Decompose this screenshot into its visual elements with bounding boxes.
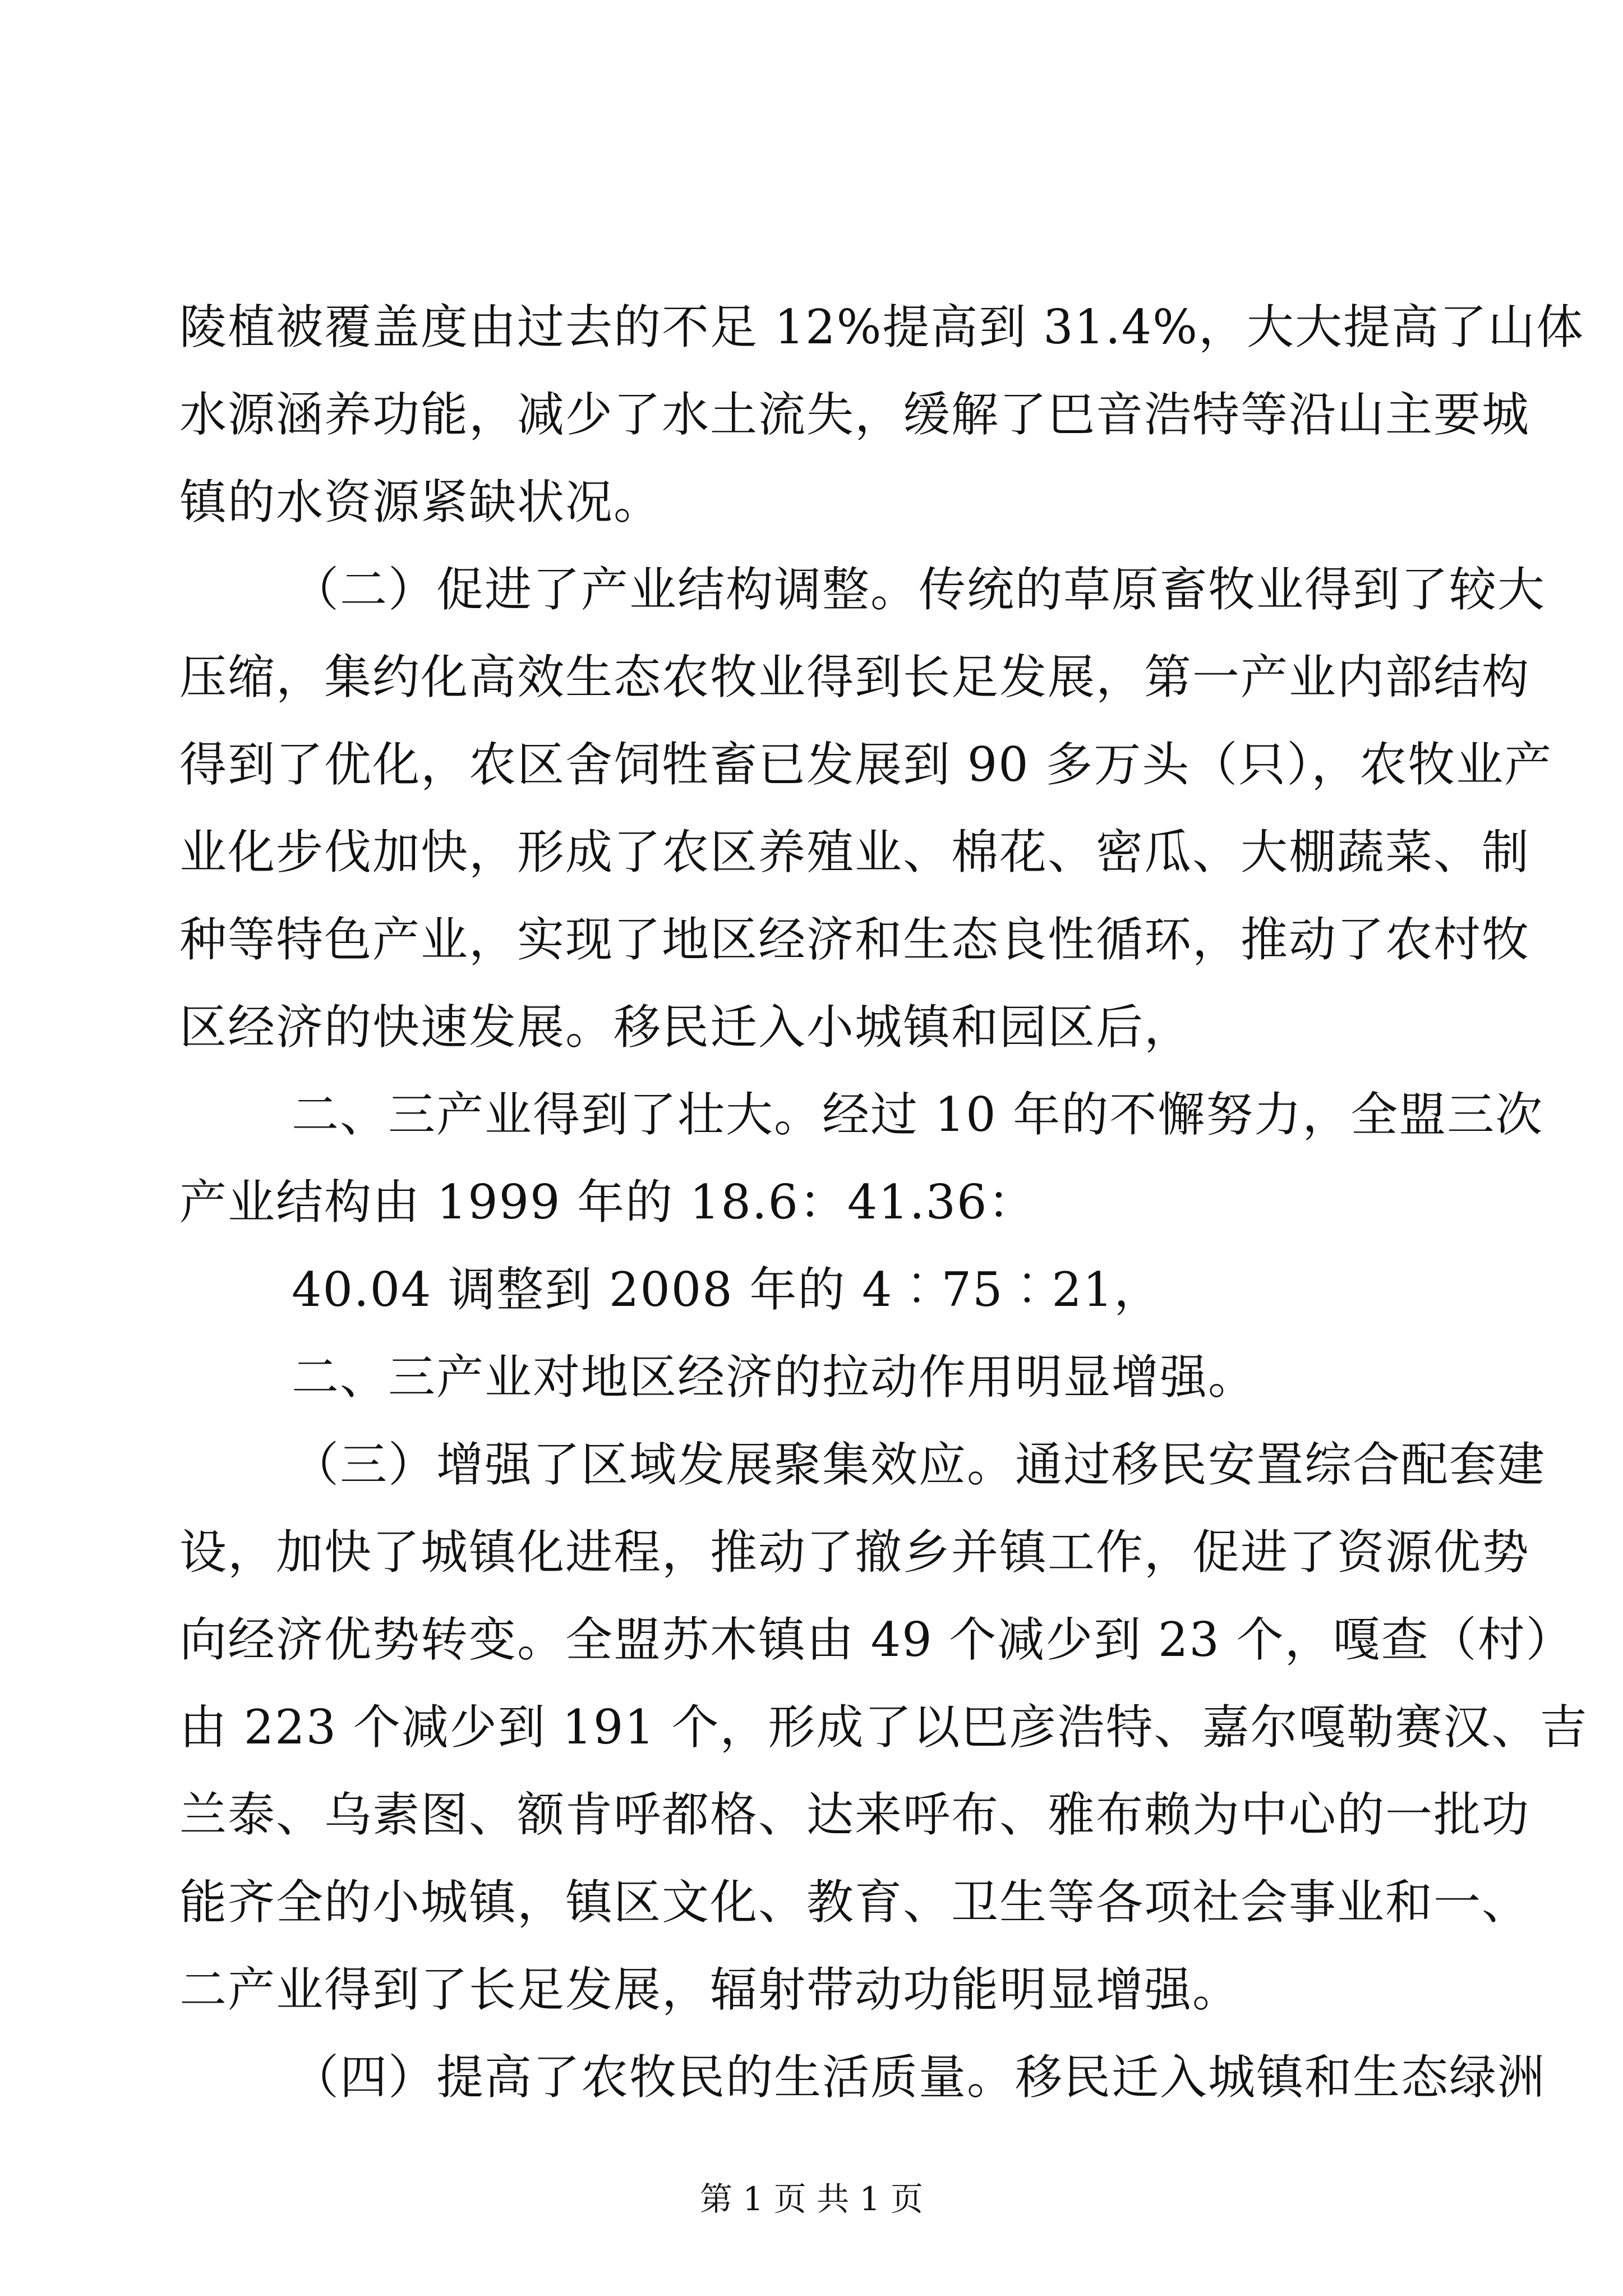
text-line: 水源涵养功能，减少了水土流失，缓解了巴音浩特等沿山主要城	[179, 387, 1530, 442]
text-line: 设，加快了城镇化进程，推动了撤乡并镇工作，促进了资源优势	[179, 1525, 1530, 1580]
text-line: 能齐全的小城镇，镇区文化、教育、卫生等各项社会事业和一、	[179, 1875, 1530, 1930]
text-line: 区经济的快速发展。移民迁入小城镇和园区后，	[179, 1000, 1193, 1055]
text-line: 镇的水资源紧缺状况。	[179, 475, 662, 530]
text-line: 压缩，集约化高效生态农牧业得到长足发展，第一产业内部结构	[179, 650, 1530, 705]
text-line: 得到了优化，农区舍饲牲畜已发展到 90 多万头（只），农牧业产	[179, 737, 1553, 792]
text-line: （四）提高了农牧民的生活质量。移民迁入城镇和生态绿洲	[292, 2050, 1546, 2105]
text-line: 种等特色产业，实现了地区经济和生态良性循环，推动了农村牧	[179, 912, 1530, 967]
text-line: 产业结构由 1999 年的 18.6：41.36：	[179, 1175, 1036, 1230]
text-line: 兰泰、乌素图、额肯呼都格、达来呼布、雅布赖为中心的一批功	[179, 1787, 1530, 1842]
text-line: 由 223 个减少到 191 个，形成了以巴彦浩特、嘉尔嘎勒赛汉、吉	[179, 1700, 1588, 1755]
text-line: （二）促进了产业结构调整。传统的草原畜牧业得到了较大	[292, 562, 1546, 617]
text-line: 二、三产业得到了壮大。经过 10 年的不懈努力，全盟三次	[292, 1087, 1544, 1142]
text-line: 陵植被覆盖度由过去的不足 12%提高到 31.4%，大大提高了山体	[179, 300, 1584, 355]
page-number-footer: 第 1 页 共 1 页	[700, 2180, 923, 2218]
text-line: 二、三产业对地区经济的拉动作用明显增强。	[292, 1350, 1257, 1405]
text-line: 40.04 调整到 2008 年的 4︰75︰21，	[292, 1262, 1163, 1317]
body-text	[179, 283, 1588, 2121]
text-line: （三）增强了区域发展聚集效应。通过移民安置综合配套建	[292, 1437, 1546, 1492]
text-line: 二产业得到了长足发展，辐射带动功能明显增强。	[179, 1962, 1241, 2017]
text-line: 业化步伐加快，形成了农区养殖业、棉花、密瓜、大棚蔬菜、制	[179, 825, 1530, 880]
text-line: 向经济优势转变。全盟苏木镇由 49 个减少到 23 个，嘎查（村）	[179, 1612, 1574, 1667]
